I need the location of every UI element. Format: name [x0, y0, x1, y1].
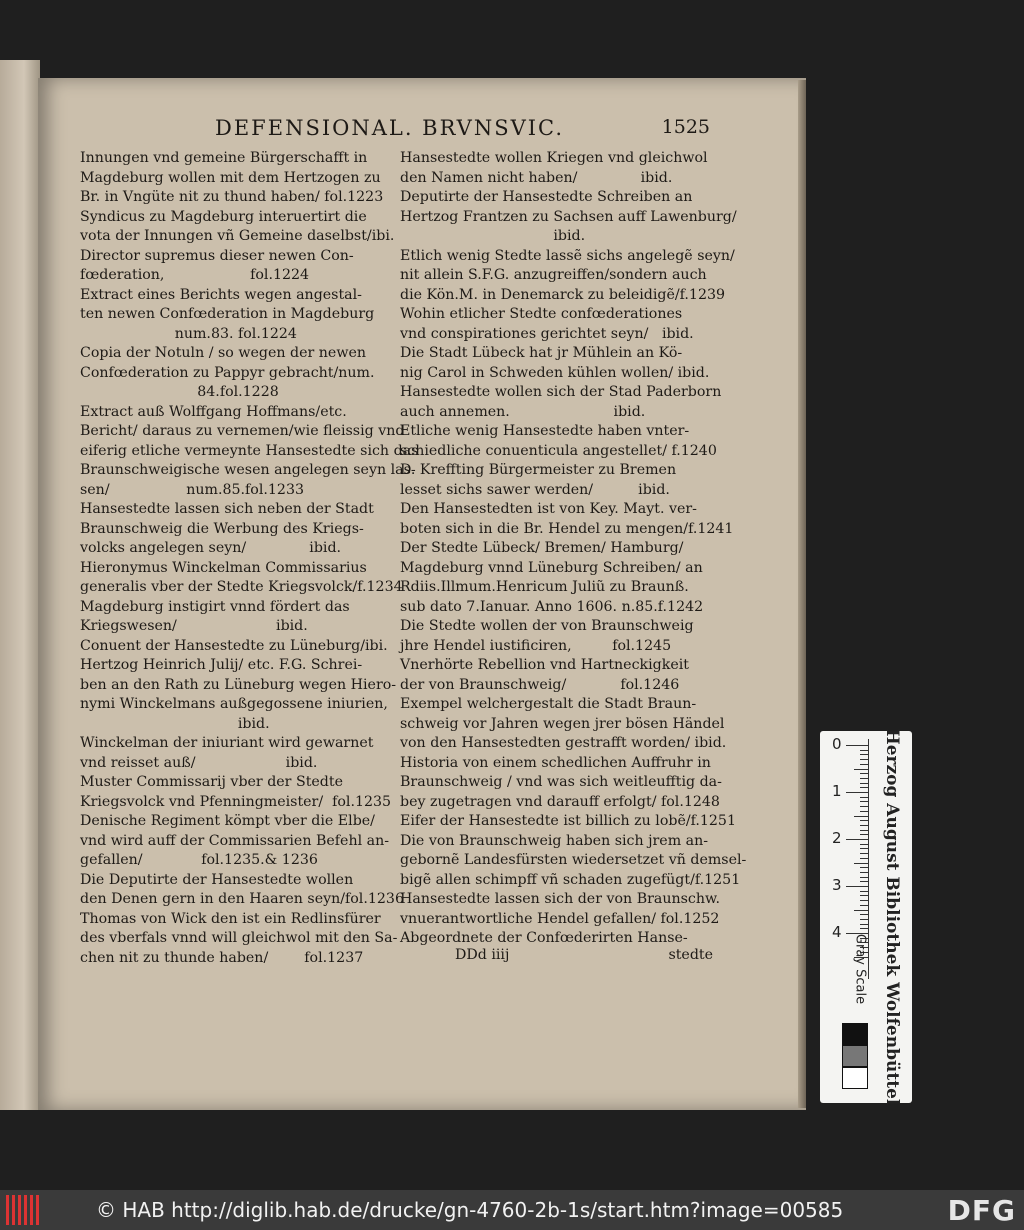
ruler-number: 3: [832, 876, 842, 894]
ruler-number: 4: [832, 923, 842, 941]
index-entry-line: Kriegsvolck vnd Pfenningmeister/ fol.1235: [80, 793, 392, 810]
ruler-tick: [860, 891, 868, 892]
index-entry-line: Deputirte der Hansestedte Schreiben an: [400, 189, 693, 205]
index-entry-line: generalis vber der Stedte Kriegsvolck/f.1234: [80, 579, 403, 595]
gray-swatch: [842, 1045, 868, 1067]
index-entry-line: Die Stadt Lübeck hat jr Mühlein an Kö-: [400, 345, 683, 361]
index-entry-line: Hansestedte wollen sich der Stad Paderborn: [400, 384, 722, 400]
ruler-tick: [860, 900, 868, 901]
index-entry-line: Br. in Vngüte nit zu thund haben/ fol.1223: [80, 189, 384, 205]
index-entry-line: Hansestedte lassen sich der von Braunschw.: [400, 891, 720, 907]
index-entry-line: gefallen/ fol.1235.& 1236: [80, 852, 318, 868]
dfg-logo: DFG: [947, 1194, 1016, 1227]
index-entry-line: bigẽ allen schimpff vñ schaden zugefügt/f.1251: [400, 871, 741, 888]
catchword: stedte: [668, 947, 713, 963]
ruler-tick: [860, 825, 868, 826]
index-entry-line: Vnerhörte Rebellion vnd Hartneckigkeit: [400, 657, 689, 673]
index-entry-line: volcks angelegen seyn/ ibid.: [80, 540, 342, 556]
index-entry-line: Eifer der Hansestedte ist billich zu lobẽ/f.1251: [400, 813, 736, 829]
index-entry-line: vnd wird auff der Commissarien Befehl an-: [80, 832, 390, 849]
index-entry-line: vnd reisset auß/ ibid.: [80, 754, 318, 771]
index-entry-line: sub dato 7.Ianuar. Anno 1606. n.85.f.1242: [400, 598, 704, 615]
index-entry-line: die Kön.M. in Denemarck zu beleidigẽ/f.1239: [400, 286, 726, 303]
index-column-right: [400, 149, 747, 949]
ruler-tick: [860, 867, 868, 868]
index-entry-line: Hansestedte wollen Kriegen vnd gleichwol: [400, 150, 708, 166]
running-title: DEFENSIONAL. BRVNSVIC.: [215, 116, 565, 140]
ruler-tick: [860, 787, 868, 788]
index-entry-line: 84.fol.1228: [80, 384, 279, 400]
ruler-tick: [860, 872, 868, 873]
index-entry-line: Abgeordnete der Confœderirten Hanse-: [400, 930, 688, 946]
index-entry-line: den Denen gern in den Haaren seyn/fol.1236: [80, 891, 404, 907]
ruler-tick: [860, 834, 868, 835]
ruler-tick: [860, 754, 868, 755]
signature-mark: DDd iiij: [455, 947, 510, 963]
index-entry-line: Extract eines Berichts wegen angestal-: [80, 286, 362, 303]
ruler-tick: [860, 801, 868, 802]
index-entry-line: vota der Innungen vñ Gemeine daselbst/ibi.: [80, 228, 395, 244]
ruler-number: 0: [832, 735, 842, 753]
ruler-tick: [860, 881, 868, 882]
index-entry-line: Conuent der Hansestedte zu Lüneburg/ibi.: [80, 637, 388, 654]
index-entry-line: nit allein S.F.G. anzugreiffen/sondern auch: [400, 267, 707, 283]
index-entry-line: fœderation, fol.1224: [80, 267, 310, 283]
index-entry-line: Die Stedte wollen der von Braunschweig: [400, 618, 694, 634]
ruler-tick: [846, 839, 868, 840]
index-entry-line: Bericht/ daraus zu vernemen/wie fleissig vnd: [80, 423, 405, 439]
ruler-tick: [860, 773, 868, 774]
index-entry-line: Exempel welchergestalt die Stadt Braun-: [400, 696, 697, 712]
ruler-tick: [860, 877, 868, 878]
index-entry-line: ibid.: [400, 228, 586, 244]
index-entry-line: Innungen vnd gemeine Bürgerschafft in: [80, 150, 368, 166]
index-entry-line: num.83. fol.1224: [80, 325, 297, 342]
index-entry-line: Confœderation zu Pappyr gebracht/num.: [80, 364, 375, 381]
ruler-tick: [854, 910, 868, 911]
scale-card: [820, 728, 912, 1106]
index-entry-line: Hertzog Heinrich Julij/ etc. F.G. Schrei-: [80, 657, 363, 673]
index-entry-line: schiedliche conuenticula angestellet/ f.1240: [400, 442, 717, 459]
ruler-number: 1: [832, 782, 842, 800]
page-edge-shadow: [798, 80, 806, 1108]
ruler-tick: [854, 816, 868, 817]
index-entry-line: Hansestedte lassen sich neben der Stadt: [80, 501, 374, 517]
index-entry-line: gebornẽ Landesfürsten wiedersetzet vñ demsel-: [400, 852, 747, 868]
ruler-tick: [860, 914, 868, 915]
signature-line: [455, 947, 713, 967]
index-entry-line: Historia von einem schedlichen Auffruhr in: [400, 754, 711, 771]
index-entry-line: Director supremus dieser newen Con-: [80, 247, 354, 264]
index-entry-line: nig Carol in Schweden kühlen wollen/ ibid.: [400, 364, 710, 381]
index-entry-line: vnd conspirationes gerichtet seyn/ ibid.: [400, 325, 694, 342]
library-name-text: Herzog August Bibliothek Wolfenbüttel: [882, 728, 902, 1106]
gray-scale-text: Gray Scale: [852, 933, 868, 1004]
ruler-tick: [860, 778, 868, 779]
ruler-number: 2: [832, 829, 842, 847]
ruler-tick: [860, 797, 868, 798]
page-number: 1525: [661, 116, 710, 138]
index-entry-line: Braunschweig die Werbung des Kriegs-: [80, 520, 364, 537]
ruler-tick: [860, 919, 868, 920]
index-entry-line: Syndicus zu Magdeburg interuertirt die: [80, 208, 367, 225]
index-entry-line: Magdeburg vnnd Lüneburg Schreiben/ an: [400, 559, 703, 576]
hab-logo-icon: [6, 1195, 46, 1225]
ruler-tick: [854, 769, 868, 770]
index-entry-line: Denische Regiment kömpt vber die Elbe/: [80, 813, 375, 829]
ruler-tick: [860, 764, 868, 765]
index-entry-line: boten sich in die Br. Hendel zu mengen/f.1241: [400, 520, 734, 537]
index-entry-line: Braunschweigische wesen angelegen seyn las-: [80, 462, 416, 478]
black-swatch: [842, 1023, 868, 1045]
index-entry-line: lesset sichs sawer werden/ ibid.: [400, 481, 670, 498]
index-entry-line: nymi Winckelmans außgegossene iniurien,: [80, 696, 388, 712]
index-entry-line: Kriegswesen/ ibid.: [80, 618, 308, 634]
index-entry-line: schweig vor Jahren wegen jrer bösen Händel: [400, 715, 725, 732]
index-entry-line: Der Stedte Lübeck/ Bremen/ Hamburg/: [400, 540, 684, 556]
index-entry-line: vnuerantwortliche Hendel gefallen/ fol.1252: [400, 910, 720, 927]
index-entry-line: Hertzog Frantzen zu Sachsen auff Lawenburg/: [400, 208, 737, 225]
index-entry-line: Magdeburg instigirt vnnd fördert das: [80, 598, 350, 615]
ruler-tick: [860, 759, 868, 760]
ruler-tick: [846, 886, 868, 887]
ruler-tick: [854, 863, 868, 864]
white-swatch: [842, 1067, 868, 1089]
index-entry-line: Etliche wenig Hansestedte haben vnter-: [400, 423, 690, 439]
ruler-tick: [860, 830, 868, 831]
index-entry-line: sen/ num.85.fol.1233: [80, 481, 305, 498]
index-entry-line: jhre Hendel iustificiren, fol.1245: [400, 637, 672, 654]
library-name: [876, 728, 908, 1106]
index-entry-line: der von Braunschweig/ fol.1246: [400, 676, 680, 693]
ruler-tick: [860, 806, 868, 807]
index-entry-line: von den Hansestedten gestrafft worden/ ibid.: [400, 735, 727, 751]
index-entry-line: den Namen nicht haben/ ibid.: [400, 169, 673, 186]
index-entry-line: Magdeburg wollen mit dem Hertzogen zu: [80, 169, 381, 186]
ruler-tick: [860, 848, 868, 849]
footer-bar: [0, 1190, 1024, 1230]
index-column-left: [80, 149, 419, 968]
ruler-tick: [860, 820, 868, 821]
ruler-tick: [846, 745, 868, 746]
gray-scale-label: [840, 921, 880, 1016]
index-entry-line: des vberfals vnnd will gleichwol mit den Sa-: [80, 930, 398, 946]
index-entry-line: Rdiis.Illmum.Henricum Juliũ zu Braunß.: [400, 579, 689, 595]
ruler-tick: [860, 895, 868, 896]
index-entry-line: D. Kreffting Bürgermeister zu Bremen: [400, 462, 677, 478]
ruler-tick: [860, 783, 868, 784]
copyright-link[interactable]: © HAB http://diglib.hab.de/drucke/gn-4760-2b-1s/start.htm?image=00585: [96, 1198, 844, 1222]
index-entry-line: Copia der Notuln / so wegen der newen: [80, 345, 367, 361]
ruler-tick: [860, 844, 868, 845]
ruler-tick: [860, 905, 868, 906]
ruler-tick: [860, 811, 868, 812]
index-entry-line: Winckelman der iniuriant wird gewarnet: [80, 735, 374, 751]
index-entry-line: auch annemen. ibid.: [400, 403, 646, 420]
ruler-tick: [860, 858, 868, 859]
running-header: [215, 116, 710, 146]
ruler-tick: [860, 853, 868, 854]
index-entry-line: bey zugetragen vnd darauff erfolgt/ fol.1248: [400, 793, 720, 810]
index-entry-line: Thomas von Wick den ist ein Redlinsfürer: [80, 910, 381, 927]
previous-page-edge: [0, 60, 40, 1110]
index-entry-line: Etlich wenig Stedte lassẽ sichs angelegẽ seyn/: [400, 247, 735, 264]
index-entry-line: ben an den Rath zu Lüneburg wegen Hiero-: [80, 676, 397, 693]
index-entry-line: Den Hansestedten ist von Key. Mayt. ver-: [400, 501, 697, 517]
index-entry-line: Muster Commissarij vber der Stedte: [80, 774, 343, 790]
index-entry-line: Wohin etlicher Stedte confœderationes: [400, 306, 683, 322]
index-entry-line: ten newen Confœderation in Magdeburg: [80, 306, 375, 322]
ruler-tick: [860, 750, 868, 751]
index-entry-line: Hieronymus Winckelman Commissarius: [80, 559, 367, 576]
index-entry-line: eiferig etliche vermeynte Hansestedte sich das: [80, 442, 419, 459]
ruler-tick: [846, 792, 868, 793]
index-entry-line: Die von Braunschweig haben sich jrem an-: [400, 832, 709, 849]
index-entry-line: ibid.: [80, 715, 270, 732]
index-entry-line: Extract auß Wolffgang Hoffmans/etc.: [80, 403, 347, 420]
index-entry-line: Braunschweig / vnd was sich weitleufftig da-: [400, 774, 722, 790]
index-entry-line: chen nit zu thunde haben/ fol.1237: [80, 949, 364, 966]
index-entry-line: Die Deputirte der Hansestedte wollen: [80, 871, 354, 888]
